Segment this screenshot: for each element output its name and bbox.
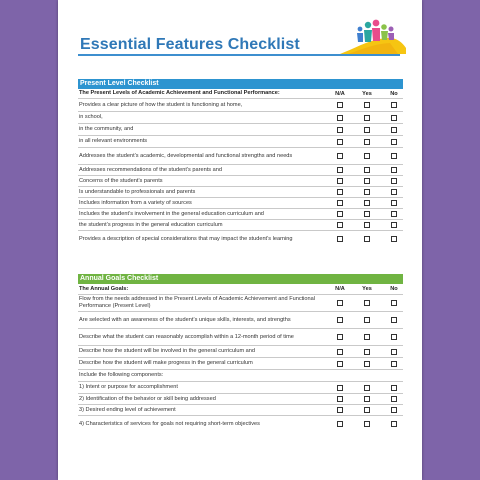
present-level-header: Present Level Checklist — [78, 79, 403, 89]
checklist-page — [58, 0, 422, 480]
no-checkbox[interactable] — [391, 421, 397, 427]
row-label: Includes the student’s involvement in the general education curriculum and — [79, 210, 264, 217]
column-na: N/A — [335, 90, 345, 97]
checklist-row — [78, 220, 403, 231]
yes-checkbox[interactable] — [364, 178, 370, 184]
checklist-row — [78, 176, 403, 187]
checklist-row — [78, 382, 403, 394]
column-yes: Yes — [362, 90, 372, 97]
na-checkbox[interactable] — [337, 139, 343, 145]
no-checkbox[interactable] — [391, 407, 397, 413]
row-label: Is understandable to professionals and parents — [79, 188, 196, 195]
yes-checkbox[interactable] — [364, 236, 370, 242]
checklist-row — [78, 187, 403, 198]
yes-checkbox[interactable] — [364, 407, 370, 413]
checklist-row — [78, 124, 403, 136]
na-checkbox[interactable] — [337, 115, 343, 121]
yes-checkbox[interactable] — [364, 421, 370, 427]
row-label: Describe how the student will make progress in the general curriculum — [79, 360, 253, 366]
no-checkbox[interactable] — [391, 396, 397, 402]
checklist-row — [78, 416, 403, 433]
na-checkbox[interactable] — [337, 396, 343, 402]
no-checkbox[interactable] — [391, 349, 397, 355]
yes-checkbox[interactable] — [364, 385, 370, 391]
row-label: in the community, and — [79, 126, 134, 132]
yes-checkbox[interactable] — [364, 349, 370, 355]
checklist-row — [78, 148, 403, 165]
annual-goals-intro-row — [78, 284, 403, 295]
no-checkbox[interactable] — [391, 300, 397, 306]
no-checkbox[interactable] — [391, 102, 397, 108]
row-label: 2) Identification of the behavior or skill being addressed — [79, 395, 216, 402]
components-label: Include the following components: — [79, 372, 164, 378]
components-label-row — [78, 370, 403, 382]
no-checkbox[interactable] — [391, 178, 397, 184]
row-label: 1) Intent or purpose for accomplishment — [79, 384, 178, 390]
yes-checkbox[interactable] — [364, 167, 370, 173]
yes-checkbox[interactable] — [364, 200, 370, 206]
row-label: Describe what the student can reasonably accomplish within a 12-month period of time — [79, 333, 294, 340]
row-label: 3) Desired ending level of achievement — [79, 406, 176, 413]
column-na: N/A — [335, 286, 345, 292]
checklist-row — [78, 209, 403, 220]
row-label: Are selected with an awareness of the student’s unique skills, interests, and strengths — [79, 316, 291, 323]
no-checkbox[interactable] — [391, 200, 397, 206]
row-label: Addresses the student’s academic, developmental and functional strengths and needs — [79, 152, 293, 159]
row-label: Describe how the student will be involved in the general curriculum and — [79, 348, 255, 354]
no-checkbox[interactable] — [391, 334, 397, 340]
row-label: Flow from the needs addressed in the Present Levels of Academic Achievement and Functional Performance (Present Level) — [79, 296, 316, 309]
no-checkbox[interactable] — [391, 385, 397, 391]
present-level-section — [78, 79, 403, 248]
no-checkbox[interactable] — [391, 127, 397, 133]
yes-checkbox[interactable] — [364, 127, 370, 133]
na-checkbox[interactable] — [337, 102, 343, 108]
checklist-row — [78, 231, 403, 248]
no-checkbox[interactable] — [391, 153, 397, 159]
checklist-row — [78, 112, 403, 124]
checklist-row — [78, 358, 403, 370]
yes-checkbox[interactable] — [364, 222, 370, 228]
yes-checkbox[interactable] — [364, 396, 370, 402]
yes-checkbox[interactable] — [364, 153, 370, 159]
annual-goals-header: Annual Goals Checklist — [78, 274, 403, 284]
row-label: 4) Characteristics of services for goals not requiring short-term objectives — [79, 420, 260, 427]
row-label: in all relevant environments — [79, 138, 148, 144]
na-checkbox[interactable] — [337, 222, 343, 228]
row-label: Concerns of the student’s parents — [79, 177, 163, 184]
checklist-row — [78, 346, 403, 358]
na-checkbox[interactable] — [337, 334, 343, 340]
no-checkbox[interactable] — [391, 189, 397, 195]
na-checkbox[interactable] — [337, 153, 343, 159]
column-yes: Yes — [362, 286, 372, 292]
no-checkbox[interactable] — [391, 317, 397, 323]
na-checkbox[interactable] — [337, 317, 343, 323]
yes-checkbox[interactable] — [364, 317, 370, 323]
no-checkbox[interactable] — [391, 115, 397, 121]
yes-checkbox[interactable] — [364, 211, 370, 217]
checklist-row — [78, 136, 403, 148]
na-checkbox[interactable] — [337, 200, 343, 206]
row-label: Includes information from a variety of sources — [79, 199, 192, 206]
row-label: Provides a clear picture of how the student is functioning at home, — [79, 101, 243, 108]
na-checkbox[interactable] — [337, 407, 343, 413]
row-label: the student’s progress in the general education curriculum — [79, 221, 223, 228]
row-label: Provides a description of special considerations that may impact the student’s learning — [79, 235, 293, 242]
page-title: Essential Features Checklist — [80, 36, 300, 53]
na-checkbox[interactable] — [337, 421, 343, 427]
na-checkbox[interactable] — [337, 127, 343, 133]
checklist-row — [78, 99, 403, 112]
na-checkbox[interactable] — [337, 349, 343, 355]
checklist-row — [78, 312, 403, 329]
na-checkbox[interactable] — [337, 300, 343, 306]
yes-checkbox[interactable] — [364, 334, 370, 340]
checklist-row — [78, 329, 403, 346]
checklist-row — [78, 198, 403, 209]
na-checkbox[interactable] — [337, 385, 343, 391]
na-checkbox[interactable] — [337, 211, 343, 217]
checklist-row — [78, 394, 403, 405]
yes-checkbox[interactable] — [364, 361, 370, 367]
row-label: Addresses recommendations of the student’s parents and — [79, 166, 222, 173]
annual-goals-intro: The Annual Goals: — [79, 285, 129, 292]
yes-checkbox[interactable] — [364, 115, 370, 121]
no-checkbox[interactable] — [391, 236, 397, 242]
checklist-row — [78, 295, 403, 312]
yes-checkbox[interactable] — [364, 300, 370, 306]
yes-checkbox[interactable] — [364, 189, 370, 195]
no-checkbox[interactable] — [391, 139, 397, 145]
yes-checkbox[interactable] — [364, 139, 370, 145]
no-checkbox[interactable] — [391, 167, 397, 173]
checklist-row — [78, 405, 403, 416]
row-label: in school, — [79, 114, 103, 120]
annual-goals-section — [78, 274, 403, 433]
family-logo-icon — [338, 18, 408, 56]
present-level-intro: The Present Levels of Academic Achievement and Functional Performance: — [79, 90, 280, 96]
no-checkbox[interactable] — [391, 361, 397, 367]
column-no: No — [390, 286, 398, 292]
na-checkbox[interactable] — [337, 167, 343, 173]
yes-checkbox[interactable] — [364, 102, 370, 108]
na-checkbox[interactable] — [337, 178, 343, 184]
checklist-row — [78, 165, 403, 176]
column-no: No — [390, 90, 398, 97]
no-checkbox[interactable] — [391, 211, 397, 217]
na-checkbox[interactable] — [337, 236, 343, 242]
present-level-intro-row — [78, 89, 403, 99]
na-checkbox[interactable] — [337, 361, 343, 367]
na-checkbox[interactable] — [337, 189, 343, 195]
no-checkbox[interactable] — [391, 222, 397, 228]
